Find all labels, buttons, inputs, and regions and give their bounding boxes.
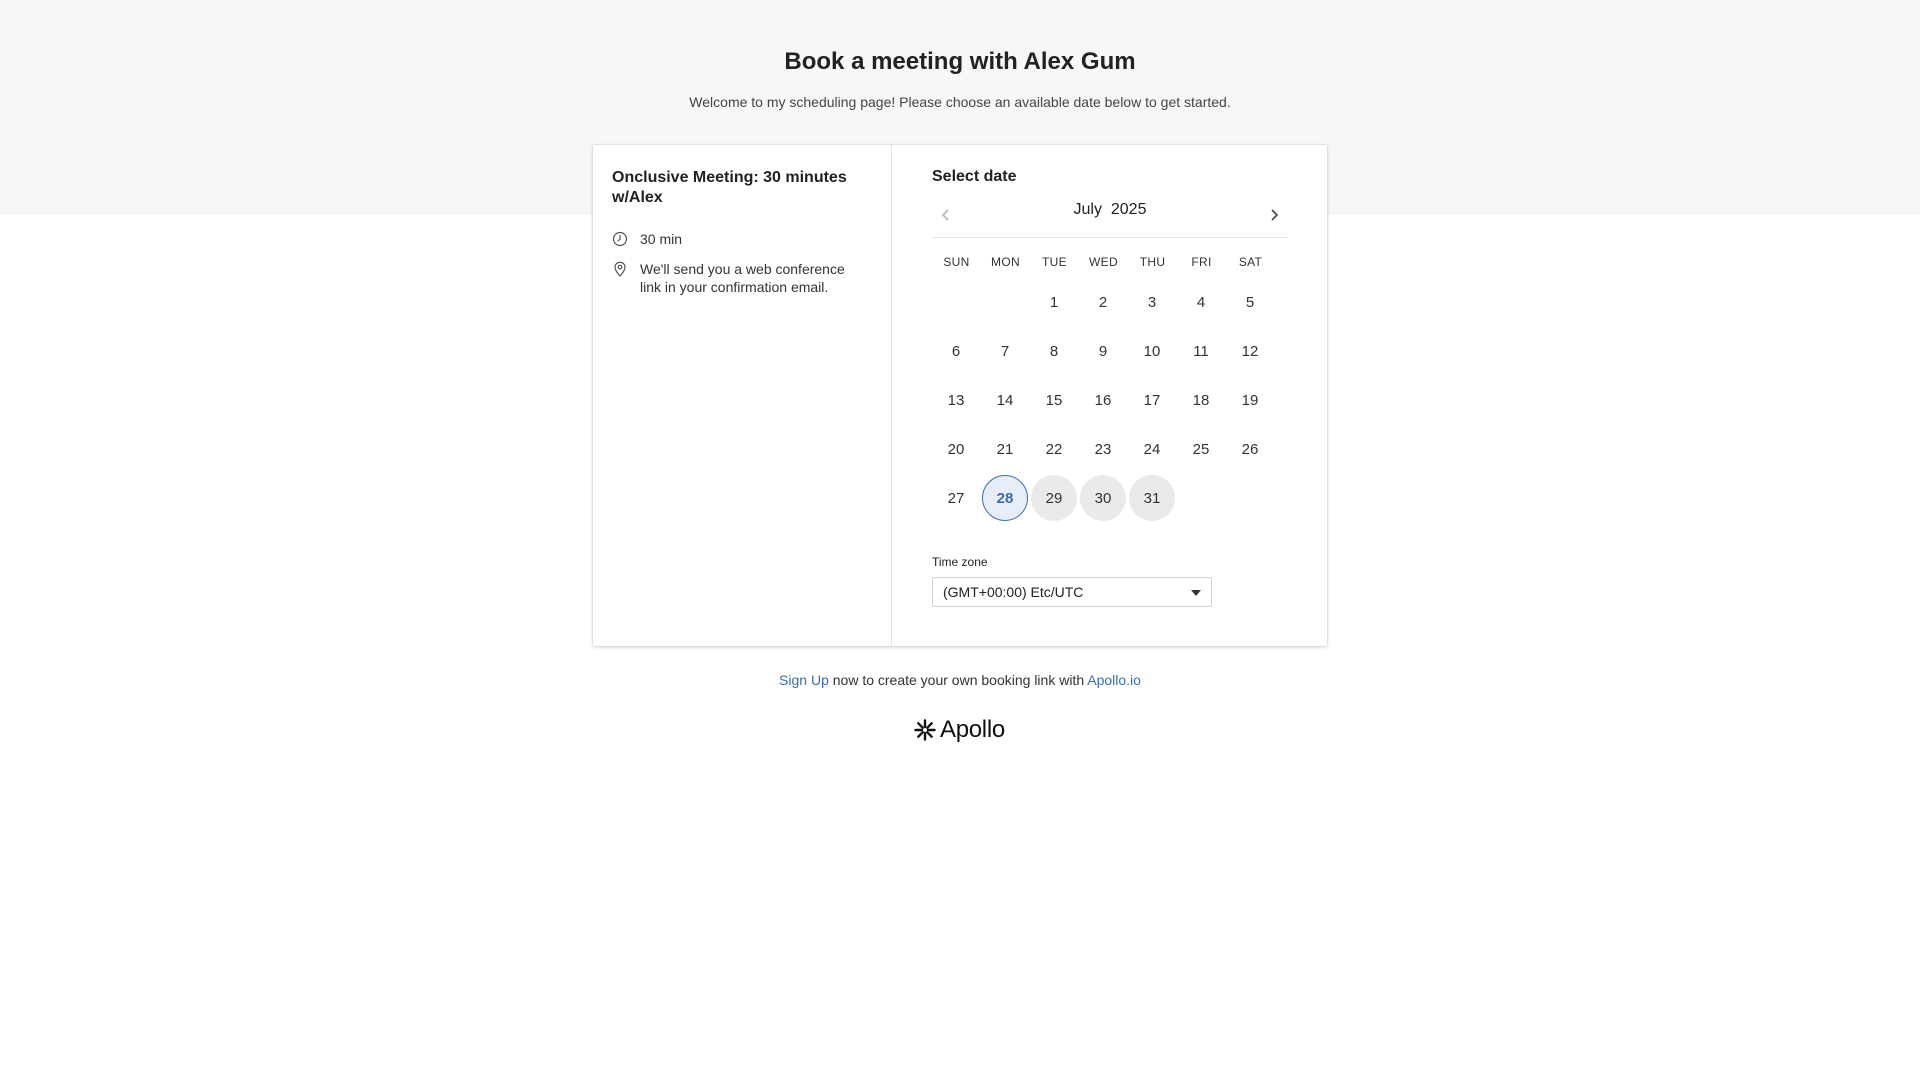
apollo-wordmark: Apollo	[940, 716, 1005, 743]
calendar-day: 2	[1098, 293, 1108, 311]
calendar-day-available[interactable]: 30	[1080, 475, 1126, 521]
calendar-day: 20	[947, 440, 965, 458]
calendar-day: 24	[1143, 440, 1161, 458]
footer-text	[0, 672, 1920, 688]
calendar-day: 25	[1192, 440, 1210, 458]
calendar-day: 6	[951, 342, 961, 360]
year-label: 2025	[1110, 201, 1147, 218]
calendar-day: 22	[1045, 440, 1063, 458]
weekday-label: MON	[991, 255, 1020, 269]
calendar-day-selected[interactable]: 28	[982, 475, 1028, 521]
chevron-right-icon	[1269, 208, 1279, 222]
calendar-day: 13	[947, 391, 965, 409]
calendar-day-available[interactable]: 31	[1129, 475, 1175, 521]
calendar-day: 8	[1049, 342, 1059, 360]
calendar-day: 23	[1094, 440, 1112, 458]
calendar-day: 12	[1241, 342, 1259, 360]
calendar-day: 27	[947, 489, 965, 507]
calendar-day: 10	[1143, 342, 1161, 360]
calendar-day: 1	[1049, 293, 1059, 311]
timezone-label: Time zone	[932, 555, 988, 569]
calendar-day: 14	[996, 391, 1014, 409]
weekday-label: TUE	[1042, 255, 1067, 269]
sign-up-link[interactable]: Sign Up	[779, 672, 829, 688]
page-subtitle: Welcome to my scheduling page! Please choose an available date below to get started.	[689, 94, 1231, 110]
calendar-day: 9	[1098, 342, 1108, 360]
weekday-header	[932, 255, 1282, 271]
calendar-day: 19	[1241, 391, 1259, 409]
timezone-select[interactable]	[932, 577, 1212, 607]
calendar-day: 5	[1245, 293, 1255, 311]
calendar-day: 3	[1147, 293, 1157, 311]
apollo-asterisk-icon	[914, 719, 936, 741]
month-navigation	[932, 199, 1288, 238]
clock-icon	[612, 231, 628, 247]
apollo-link[interactable]: Apollo.io	[1087, 672, 1141, 688]
calendar-day: 4	[1196, 293, 1206, 311]
caret-down-icon	[1191, 590, 1201, 596]
duration-text: 30 min	[640, 231, 683, 247]
calendar-day: 11	[1193, 342, 1209, 360]
select-date-heading: Select date	[932, 168, 1017, 185]
calendar-day: 26	[1241, 440, 1259, 458]
event-title: Onclusive Meeting: 30 minutes w/Alex	[612, 169, 847, 206]
calendar-day: 21	[996, 440, 1014, 458]
event-details-panel	[593, 145, 892, 646]
location-row	[612, 260, 855, 296]
weekday-label: FRI	[1191, 255, 1212, 269]
date-picker-panel	[892, 145, 1327, 646]
location-text: We'll send you a web conference link in your confirmation email.	[640, 261, 845, 295]
month-label: July	[1073, 201, 1102, 218]
timezone-value: (GMT+00:00) Etc/UTC	[943, 584, 1084, 600]
page-title: Book a meeting with Alex Gum	[784, 48, 1136, 75]
weekday-label: WED	[1089, 255, 1118, 269]
apollo-logo	[914, 716, 1005, 744]
location-pin-icon	[612, 261, 628, 277]
month-year-label	[932, 199, 1288, 221]
next-month-button[interactable]	[1262, 203, 1286, 227]
footer-body-text: now to create your own booking link with	[828, 672, 1088, 688]
weekday-label: SUN	[943, 255, 970, 269]
duration-row	[612, 230, 855, 248]
calendar-day: 15	[1045, 391, 1063, 409]
weekday-label: THU	[1139, 255, 1166, 269]
calendar-day: 16	[1094, 391, 1112, 409]
calendar-day: 7	[1000, 342, 1010, 360]
booking-card	[593, 145, 1327, 646]
calendar-day-available[interactable]: 29	[1031, 475, 1077, 521]
calendar-day: 17	[1143, 391, 1161, 409]
weekday-label: SAT	[1238, 255, 1263, 269]
calendar-day: 18	[1192, 391, 1210, 409]
